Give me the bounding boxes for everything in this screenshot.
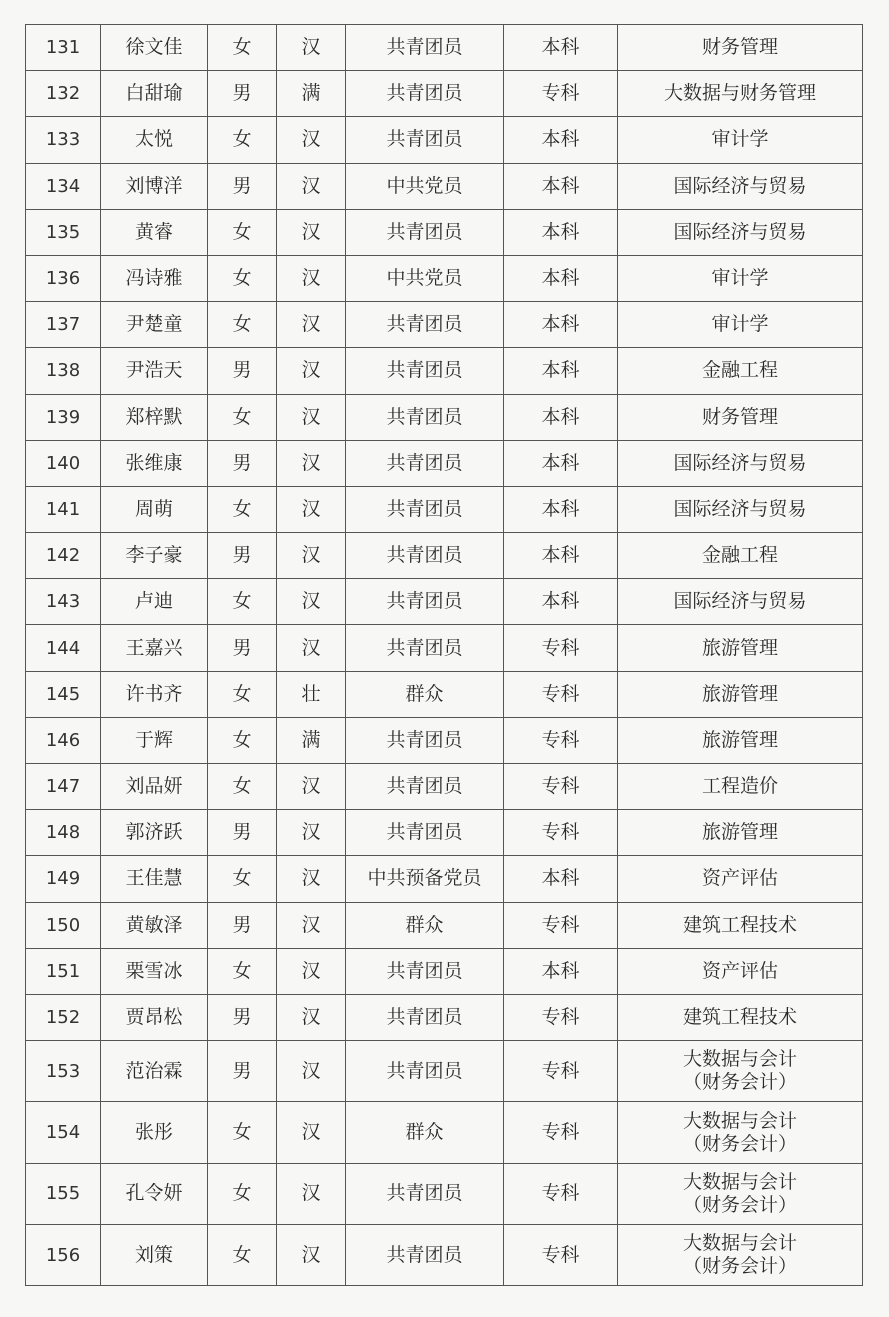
table-row bbox=[26, 71, 863, 117]
political-status-cell: 共青团员 bbox=[346, 764, 504, 810]
education-level-cell: 本科 bbox=[504, 209, 618, 255]
education-level-cell: 本科 bbox=[504, 856, 618, 902]
student-name-cell: 黄睿 bbox=[101, 209, 208, 255]
major-line: 国际经济与贸易 bbox=[673, 220, 807, 243]
education-level-cell: 专科 bbox=[504, 994, 618, 1040]
gender-cell: 女 bbox=[208, 856, 277, 902]
gender-cell: 女 bbox=[208, 255, 277, 301]
serial-number-cell: 136 bbox=[26, 255, 101, 301]
education-level-cell: 专科 bbox=[504, 717, 618, 763]
serial-number-cell: 146 bbox=[26, 717, 101, 763]
table-row bbox=[26, 1163, 863, 1224]
education-level-cell: 本科 bbox=[504, 394, 618, 440]
ethnicity-cell: 汉 bbox=[277, 579, 346, 625]
education-level-cell: 本科 bbox=[504, 948, 618, 994]
education-level-cell: 本科 bbox=[504, 440, 618, 486]
major-cell bbox=[618, 856, 863, 902]
major-line: 大数据与会计 bbox=[682, 1109, 797, 1132]
student-name-cell: 周萌 bbox=[101, 486, 208, 532]
serial-number-cell: 132 bbox=[26, 71, 101, 117]
major-cell bbox=[618, 902, 863, 948]
gender-cell: 女 bbox=[208, 302, 277, 348]
political-status-cell: 中共党员 bbox=[346, 255, 504, 301]
gender-cell: 男 bbox=[208, 1041, 277, 1102]
ethnicity-cell: 汉 bbox=[277, 994, 346, 1040]
education-level-cell: 本科 bbox=[504, 163, 618, 209]
major-cell bbox=[618, 1102, 863, 1163]
table-row bbox=[26, 671, 863, 717]
roster-body bbox=[26, 25, 863, 1286]
gender-cell: 男 bbox=[208, 440, 277, 486]
education-level-cell: 专科 bbox=[504, 902, 618, 948]
student-name-cell: 刘策 bbox=[101, 1225, 208, 1286]
gender-cell: 男 bbox=[208, 163, 277, 209]
student-name-cell: 栗雪冰 bbox=[101, 948, 208, 994]
table-row bbox=[26, 163, 863, 209]
table-row bbox=[26, 994, 863, 1040]
education-level-cell: 专科 bbox=[504, 1225, 618, 1286]
gender-cell: 女 bbox=[208, 117, 277, 163]
serial-number-cell: 138 bbox=[26, 348, 101, 394]
ethnicity-cell: 汉 bbox=[277, 902, 346, 948]
table-row bbox=[26, 440, 863, 486]
major-cell bbox=[618, 948, 863, 994]
student-name-cell: 范治霖 bbox=[101, 1041, 208, 1102]
table-row bbox=[26, 1041, 863, 1102]
gender-cell: 女 bbox=[208, 25, 277, 71]
major-cell bbox=[618, 1041, 863, 1102]
table-row bbox=[26, 764, 863, 810]
major-line: （财务会计） bbox=[682, 1255, 797, 1278]
ethnicity-cell: 汉 bbox=[277, 625, 346, 671]
major-line: 国际经济与贸易 bbox=[673, 497, 807, 520]
student-name-cell: 徐文佳 bbox=[101, 25, 208, 71]
ethnicity-cell: 满 bbox=[277, 71, 346, 117]
student-name-cell: 于辉 bbox=[101, 717, 208, 763]
political-status-cell: 共青团员 bbox=[346, 486, 504, 532]
table-row bbox=[26, 486, 863, 532]
gender-cell: 女 bbox=[208, 717, 277, 763]
table-row bbox=[26, 117, 863, 163]
major-line: 金融工程 bbox=[701, 544, 778, 567]
student-name-cell: 孔令妍 bbox=[101, 1163, 208, 1224]
table-row bbox=[26, 394, 863, 440]
gender-cell: 男 bbox=[208, 810, 277, 856]
serial-number-cell: 135 bbox=[26, 209, 101, 255]
major-cell bbox=[618, 1225, 863, 1286]
major-line: （财务会计） bbox=[682, 1071, 797, 1094]
education-level-cell: 专科 bbox=[504, 810, 618, 856]
gender-cell: 男 bbox=[208, 348, 277, 394]
serial-number-cell: 150 bbox=[26, 902, 101, 948]
major-line: 国际经济与贸易 bbox=[673, 451, 807, 474]
ethnicity-cell: 汉 bbox=[277, 163, 346, 209]
political-status-cell: 共青团员 bbox=[346, 117, 504, 163]
gender-cell: 男 bbox=[208, 71, 277, 117]
political-status-cell: 共青团员 bbox=[346, 533, 504, 579]
table-row bbox=[26, 533, 863, 579]
student-name-cell: 王嘉兴 bbox=[101, 625, 208, 671]
ethnicity-cell: 汉 bbox=[277, 394, 346, 440]
gender-cell: 女 bbox=[208, 486, 277, 532]
political-status-cell: 共青团员 bbox=[346, 810, 504, 856]
major-cell bbox=[618, 1163, 863, 1224]
serial-number-cell: 147 bbox=[26, 764, 101, 810]
education-level-cell: 本科 bbox=[504, 486, 618, 532]
major-line: 大数据与会计 bbox=[682, 1170, 797, 1193]
political-status-cell: 共青团员 bbox=[346, 25, 504, 71]
serial-number-cell: 137 bbox=[26, 302, 101, 348]
major-cell bbox=[618, 255, 863, 301]
major-line: 旅游管理 bbox=[701, 636, 778, 659]
ethnicity-cell: 壮 bbox=[277, 671, 346, 717]
gender-cell: 女 bbox=[208, 671, 277, 717]
serial-number-cell: 139 bbox=[26, 394, 101, 440]
serial-number-cell: 145 bbox=[26, 671, 101, 717]
political-status-cell: 群众 bbox=[346, 902, 504, 948]
major-cell bbox=[618, 440, 863, 486]
ethnicity-cell: 汉 bbox=[277, 533, 346, 579]
political-status-cell: 共青团员 bbox=[346, 717, 504, 763]
major-line: 旅游管理 bbox=[701, 821, 778, 844]
major-line: 工程造价 bbox=[701, 775, 778, 798]
education-level-cell: 本科 bbox=[504, 117, 618, 163]
ethnicity-cell: 汉 bbox=[277, 764, 346, 810]
major-line: 资产评估 bbox=[701, 959, 778, 982]
political-status-cell: 群众 bbox=[346, 1102, 504, 1163]
major-line: 大数据与会计 bbox=[682, 1232, 797, 1255]
gender-cell: 男 bbox=[208, 994, 277, 1040]
serial-number-cell: 148 bbox=[26, 810, 101, 856]
political-status-cell: 群众 bbox=[346, 671, 504, 717]
education-level-cell: 专科 bbox=[504, 71, 618, 117]
political-status-cell: 中共预备党员 bbox=[346, 856, 504, 902]
student-name-cell: 张彤 bbox=[101, 1102, 208, 1163]
gender-cell: 女 bbox=[208, 764, 277, 810]
education-level-cell: 专科 bbox=[504, 1041, 618, 1102]
political-status-cell: 中共党员 bbox=[346, 163, 504, 209]
major-line: 旅游管理 bbox=[701, 728, 778, 751]
political-status-cell: 共青团员 bbox=[346, 348, 504, 394]
education-level-cell: 专科 bbox=[504, 764, 618, 810]
major-line: 财务管理 bbox=[701, 405, 778, 428]
major-line: 审计学 bbox=[711, 313, 769, 336]
ethnicity-cell: 汉 bbox=[277, 1163, 346, 1224]
table-row bbox=[26, 1102, 863, 1163]
major-line: 建筑工程技术 bbox=[682, 913, 797, 936]
major-cell bbox=[618, 302, 863, 348]
major-line: 国际经济与贸易 bbox=[673, 590, 807, 613]
political-status-cell: 共青团员 bbox=[346, 1163, 504, 1224]
table-row bbox=[26, 1225, 863, 1286]
table-row bbox=[26, 856, 863, 902]
gender-cell: 女 bbox=[208, 948, 277, 994]
student-name-cell: 黄敏泽 bbox=[101, 902, 208, 948]
gender-cell: 男 bbox=[208, 902, 277, 948]
political-status-cell: 共青团员 bbox=[346, 71, 504, 117]
major-line: 国际经济与贸易 bbox=[673, 174, 807, 197]
table-row bbox=[26, 25, 863, 71]
political-status-cell: 共青团员 bbox=[346, 394, 504, 440]
political-status-cell: 共青团员 bbox=[346, 579, 504, 625]
table-row bbox=[26, 948, 863, 994]
table-row bbox=[26, 348, 863, 394]
major-cell bbox=[618, 764, 863, 810]
ethnicity-cell: 满 bbox=[277, 717, 346, 763]
table-row bbox=[26, 625, 863, 671]
serial-number-cell: 143 bbox=[26, 579, 101, 625]
major-cell bbox=[618, 994, 863, 1040]
student-name-cell: 白甜瑜 bbox=[101, 71, 208, 117]
ethnicity-cell: 汉 bbox=[277, 486, 346, 532]
political-status-cell: 共青团员 bbox=[346, 1041, 504, 1102]
student-name-cell: 卢迪 bbox=[101, 579, 208, 625]
education-level-cell: 专科 bbox=[504, 1102, 618, 1163]
education-level-cell: 专科 bbox=[504, 671, 618, 717]
serial-number-cell: 140 bbox=[26, 440, 101, 486]
serial-number-cell: 156 bbox=[26, 1225, 101, 1286]
student-name-cell: 刘品妍 bbox=[101, 764, 208, 810]
student-roster-table bbox=[25, 24, 863, 1286]
major-cell bbox=[618, 71, 863, 117]
political-status-cell: 共青团员 bbox=[346, 209, 504, 255]
student-name-cell: 许书齐 bbox=[101, 671, 208, 717]
major-cell bbox=[618, 209, 863, 255]
serial-number-cell: 133 bbox=[26, 117, 101, 163]
political-status-cell: 共青团员 bbox=[346, 440, 504, 486]
ethnicity-cell: 汉 bbox=[277, 25, 346, 71]
major-cell bbox=[618, 671, 863, 717]
education-level-cell: 专科 bbox=[504, 625, 618, 671]
student-name-cell: 王佳慧 bbox=[101, 856, 208, 902]
serial-number-cell: 142 bbox=[26, 533, 101, 579]
table-row bbox=[26, 209, 863, 255]
table-row bbox=[26, 902, 863, 948]
ethnicity-cell: 汉 bbox=[277, 209, 346, 255]
ethnicity-cell: 汉 bbox=[277, 117, 346, 163]
education-level-cell: 专科 bbox=[504, 1163, 618, 1224]
student-name-cell: 尹浩天 bbox=[101, 348, 208, 394]
major-cell bbox=[618, 348, 863, 394]
serial-number-cell: 152 bbox=[26, 994, 101, 1040]
major-cell bbox=[618, 163, 863, 209]
gender-cell: 女 bbox=[208, 1225, 277, 1286]
student-name-cell: 李子豪 bbox=[101, 533, 208, 579]
ethnicity-cell: 汉 bbox=[277, 255, 346, 301]
major-cell bbox=[618, 117, 863, 163]
major-line: 大数据与会计 bbox=[682, 1048, 797, 1071]
major-cell bbox=[618, 810, 863, 856]
serial-number-cell: 153 bbox=[26, 1041, 101, 1102]
major-line: （财务会计） bbox=[682, 1193, 797, 1216]
major-line: 建筑工程技术 bbox=[682, 1006, 797, 1029]
ethnicity-cell: 汉 bbox=[277, 810, 346, 856]
education-level-cell: 本科 bbox=[504, 25, 618, 71]
gender-cell: 女 bbox=[208, 579, 277, 625]
political-status-cell: 共青团员 bbox=[346, 302, 504, 348]
education-level-cell: 本科 bbox=[504, 348, 618, 394]
major-line: 财务管理 bbox=[701, 36, 778, 59]
student-name-cell: 刘博洋 bbox=[101, 163, 208, 209]
major-cell bbox=[618, 394, 863, 440]
political-status-cell: 共青团员 bbox=[346, 625, 504, 671]
ethnicity-cell: 汉 bbox=[277, 1041, 346, 1102]
major-line: 资产评估 bbox=[701, 867, 778, 890]
table-row bbox=[26, 717, 863, 763]
ethnicity-cell: 汉 bbox=[277, 302, 346, 348]
gender-cell: 女 bbox=[208, 1102, 277, 1163]
gender-cell: 男 bbox=[208, 625, 277, 671]
serial-number-cell: 144 bbox=[26, 625, 101, 671]
ethnicity-cell: 汉 bbox=[277, 948, 346, 994]
serial-number-cell: 134 bbox=[26, 163, 101, 209]
major-line: 金融工程 bbox=[701, 359, 778, 382]
table-row bbox=[26, 302, 863, 348]
major-line: 审计学 bbox=[711, 267, 769, 290]
ethnicity-cell: 汉 bbox=[277, 348, 346, 394]
gender-cell: 女 bbox=[208, 209, 277, 255]
student-name-cell: 冯诗雅 bbox=[101, 255, 208, 301]
major-cell bbox=[618, 625, 863, 671]
student-name-cell: 张维康 bbox=[101, 440, 208, 486]
serial-number-cell: 131 bbox=[26, 25, 101, 71]
major-cell bbox=[618, 486, 863, 532]
student-name-cell: 太悦 bbox=[101, 117, 208, 163]
student-name-cell: 尹楚童 bbox=[101, 302, 208, 348]
major-cell bbox=[618, 25, 863, 71]
education-level-cell: 本科 bbox=[504, 302, 618, 348]
student-name-cell: 郭济跃 bbox=[101, 810, 208, 856]
table-row bbox=[26, 255, 863, 301]
ethnicity-cell: 汉 bbox=[277, 1102, 346, 1163]
student-name-cell: 郑梓默 bbox=[101, 394, 208, 440]
political-status-cell: 共青团员 bbox=[346, 994, 504, 1040]
major-line: 大数据与财务管理 bbox=[663, 82, 816, 105]
education-level-cell: 本科 bbox=[504, 255, 618, 301]
serial-number-cell: 149 bbox=[26, 856, 101, 902]
ethnicity-cell: 汉 bbox=[277, 856, 346, 902]
gender-cell: 女 bbox=[208, 1163, 277, 1224]
major-line: （财务会计） bbox=[682, 1132, 797, 1155]
serial-number-cell: 154 bbox=[26, 1102, 101, 1163]
serial-number-cell: 151 bbox=[26, 948, 101, 994]
major-cell bbox=[618, 533, 863, 579]
political-status-cell: 共青团员 bbox=[346, 948, 504, 994]
ethnicity-cell: 汉 bbox=[277, 440, 346, 486]
table-row bbox=[26, 810, 863, 856]
serial-number-cell: 155 bbox=[26, 1163, 101, 1224]
table-row bbox=[26, 579, 863, 625]
major-line: 审计学 bbox=[711, 128, 769, 151]
political-status-cell: 共青团员 bbox=[346, 1225, 504, 1286]
student-name-cell: 贾昂松 bbox=[101, 994, 208, 1040]
education-level-cell: 本科 bbox=[504, 533, 618, 579]
gender-cell: 女 bbox=[208, 394, 277, 440]
gender-cell: 男 bbox=[208, 533, 277, 579]
major-line: 旅游管理 bbox=[701, 682, 778, 705]
major-cell bbox=[618, 717, 863, 763]
ethnicity-cell: 汉 bbox=[277, 1225, 346, 1286]
education-level-cell: 本科 bbox=[504, 579, 618, 625]
serial-number-cell: 141 bbox=[26, 486, 101, 532]
major-cell bbox=[618, 579, 863, 625]
